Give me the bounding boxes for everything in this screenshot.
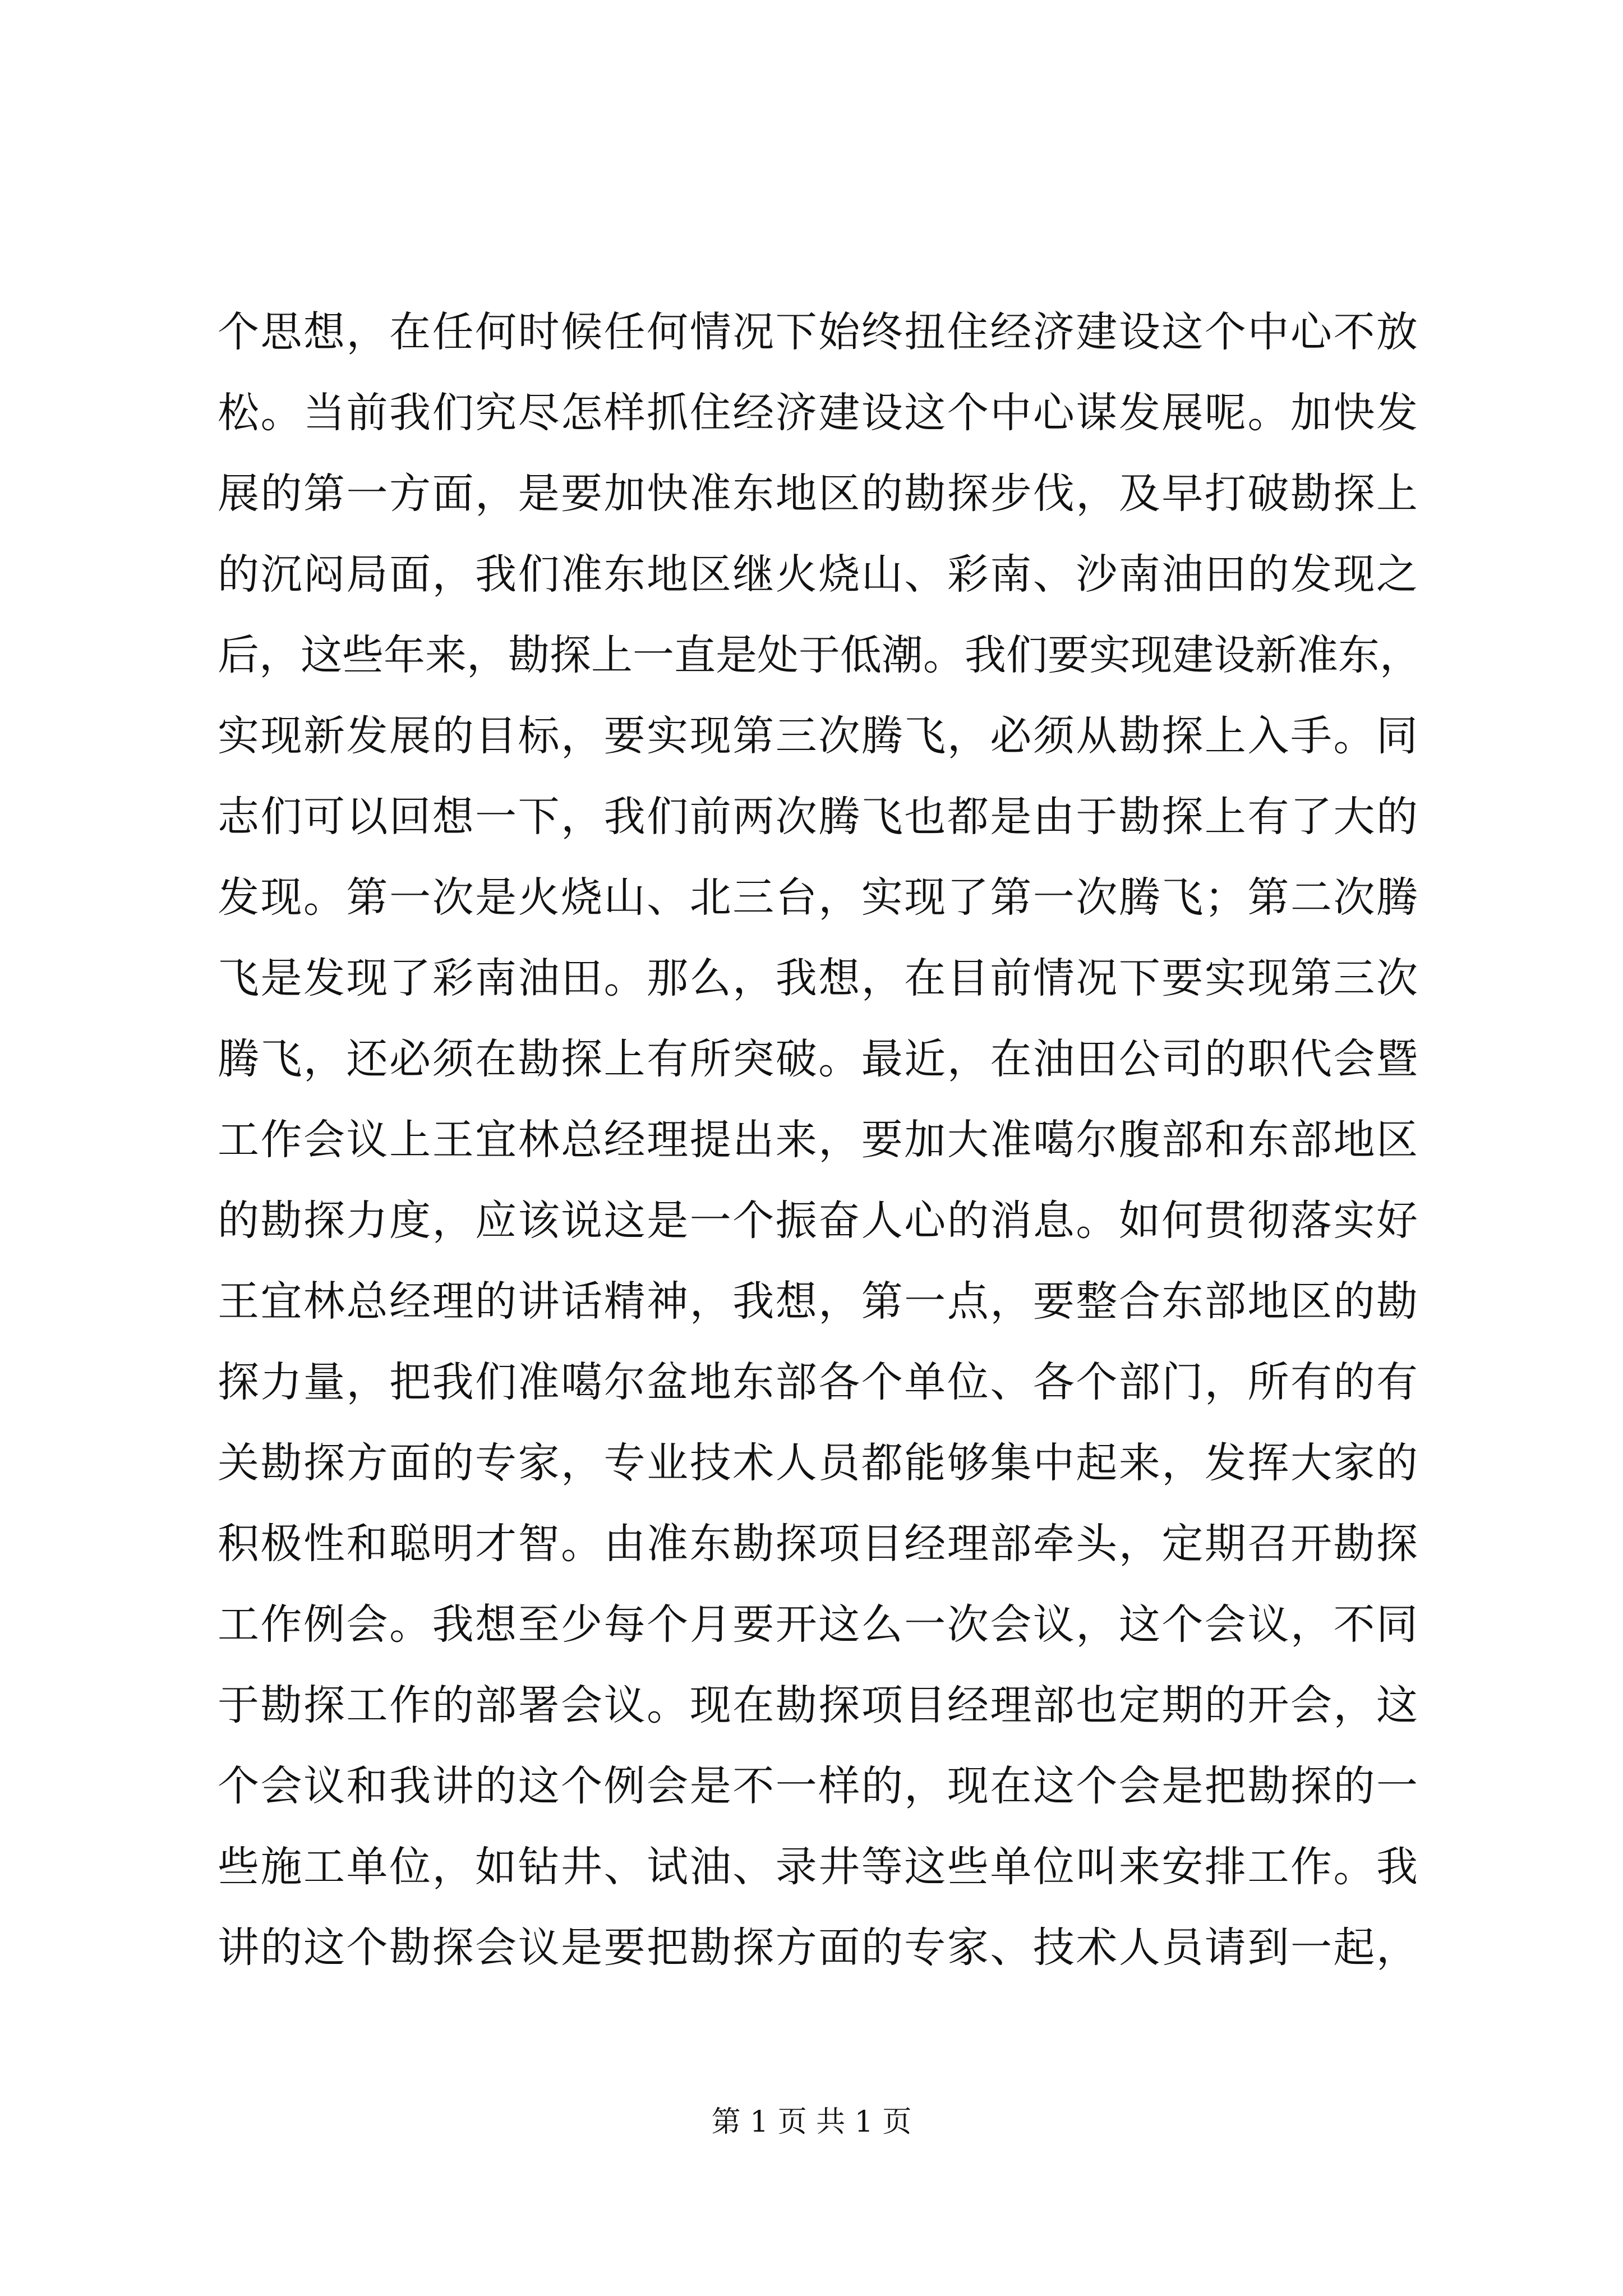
text-line: 工作会议上王宜林总经理提出来，要加大准噶尔腹部和东部地区 [218,1116,1418,1164]
text-line: 王宜林总经理的讲话精神，我想，第一点，要整合东部地区的勘 [218,1277,1418,1326]
text-line: 些施工单位，如钻井、试油、录井等这些单位叫来安排工作。我 [218,1843,1418,1891]
text-line: 关勘探方面的专家，专业技术人员都能够集中起来，发挥大家的 [218,1439,1418,1487]
text-line: 积极性和聪明才智。由准东勘探项目经理部牵头，定期召开勘探 [218,1520,1418,1568]
text-line: 志们可以回想一下，我们前两次腾飞也都是由于勘探上有了大的 [218,793,1418,841]
text-line: 展的第一方面，是要加快准东地区的勘探步伐，及早打破勘探上 [218,470,1418,518]
text-line: 探力量，把我们准噶尔盆地东部各个单位、各个部门，所有的有 [218,1358,1418,1406]
text-line: 腾飞，还必须在勘探上有所突破。最近，在油田公司的职代会暨 [218,1035,1418,1083]
text-line: 的沉闷局面，我们准东地区继火烧山、彩南、沙南油田的发现之 [218,550,1418,599]
text-line: 个会议和我讲的这个例会是不一样的，现在这个会是把勘探的一 [218,1762,1418,1810]
text-line: 松。当前我们究尽怎样抓住经济建设这个中心谋发展呢。加快发 [218,389,1418,437]
page-number: 第 1 页 共 1 页 [711,2105,912,2139]
text-line: 发现。第一次是火烧山、北三台，实现了第一次腾飞；第二次腾 [218,873,1418,922]
body-text [218,292,1421,1988]
text-line: 飞是发现了彩南油田。那么，我想，在目前情况下要实现第三次 [218,954,1418,1002]
text-line: 后，这些年来，勘探上一直是处于低潮。我们要实现建设新准东， [218,631,1421,679]
page-footer [0,2102,1623,2142]
text-line: 讲的这个勘探会议是要把勘探方面的专家、技术人员请到一起， [218,1924,1418,1972]
text-line: 的勘探力度，应该说这是一个振奋人心的消息。如何贯彻落实好 [218,1197,1418,1245]
text-line: 实现新发展的目标，要实现第三次腾飞，必须从勘探上入手。同 [218,712,1418,760]
text-line: 个思想，在任何时候任何情况下始终扭住经济建设这个中心不放 [218,308,1418,356]
text-line: 于勘探工作的部署会议。现在勘探项目经理部也定期的开会，这 [218,1681,1418,1729]
text-line: 工作例会。我想至少每个月要开这么一次会议，这个会议，不同 [218,1600,1418,1649]
